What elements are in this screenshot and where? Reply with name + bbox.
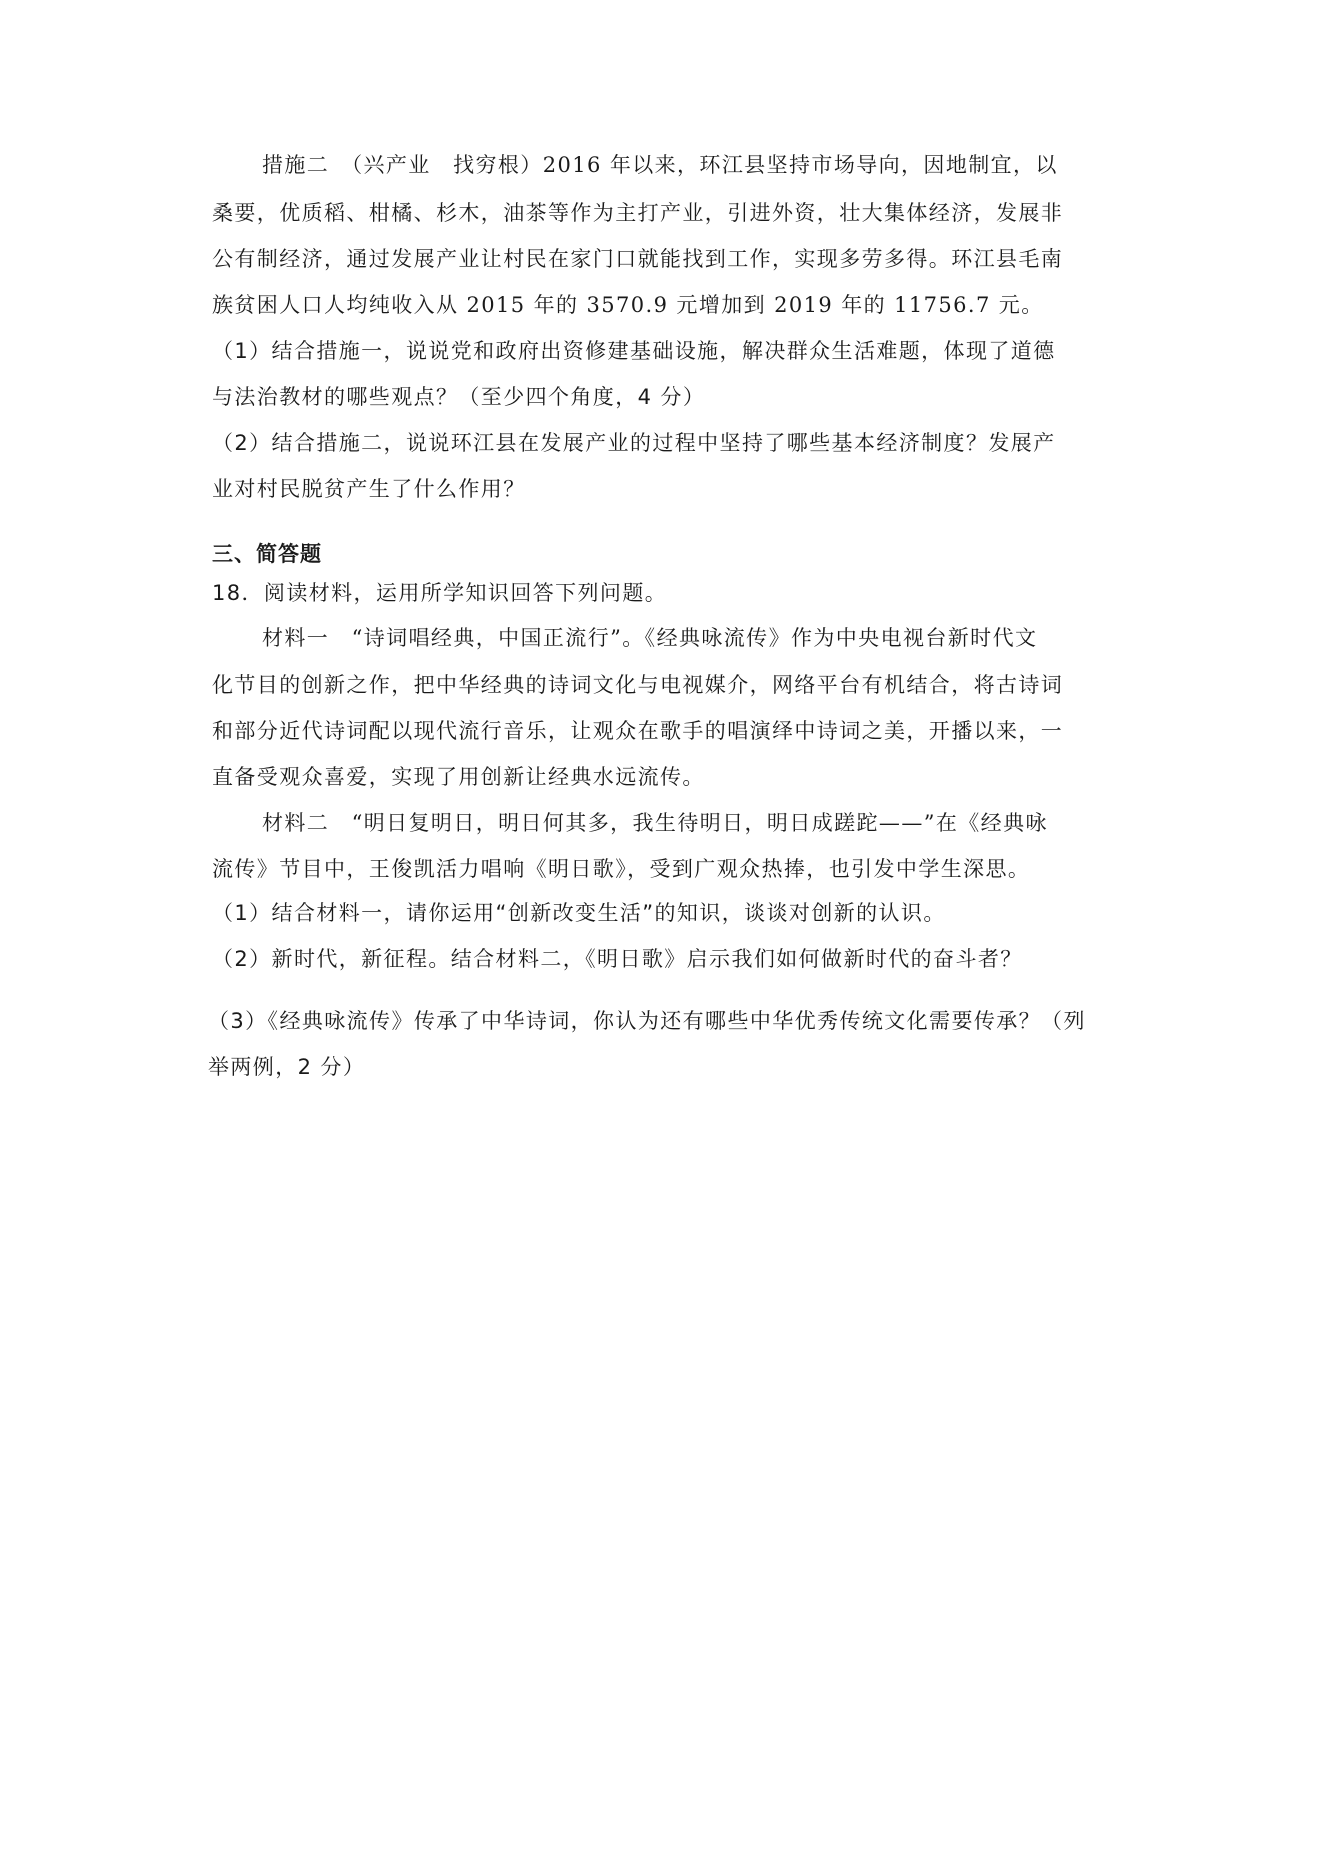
q18-stem: 18．阅读材料，运用所学知识回答下列问题。 <box>212 581 668 605</box>
section-heading: 三、简答题 <box>212 542 322 566</box>
q17-sub1-line-2: 与法治教材的哪些观点？（至少四个角度，4 分） <box>212 385 706 409</box>
measure2-line-3: 公有制经济，通过发展产业让村民在家门口就能找到工作，实现多劳多得。环江县毛南 <box>212 247 1064 271</box>
q18-material1-line-4: 直备受观众喜爱，实现了用创新让经典水远流传。 <box>212 765 705 789</box>
q18-material1-line-3: 和部分近代诗词配以现代流行音乐，让观众在歌手的唱演绎中诗词之美，开播以来，一 <box>212 719 1064 743</box>
q18-sub3-line-2: 举两例，2 分） <box>208 1055 366 1079</box>
measure2-line-4: 族贫困人口人均纯收入从 2015 年的 3570.9 元增加到 2019 年的 11756.7 元。 <box>212 293 1044 317</box>
measure2-line-2: 桑要，优质稻、柑橘、杉木，油茶等作为主打产业，引进外资，壮大集体经济，发展非 <box>212 201 1064 225</box>
q18-material2-line-1: 材料二 “明日复明日，明日何其多，我生待明日，明日成蹉跎——”在《经典咏 <box>262 811 1048 835</box>
q18-sub3-line-1: （3）《经典咏流传》传承了中华诗词，你认为还有哪些中华优秀传统文化需要传承？（列 <box>208 1009 1086 1033</box>
measure2-line-1: 措施二 （兴产业 找穷根）2016 年以来，环江县坚持市场导向，因地制宜，以 <box>262 153 1058 177</box>
q17-sub1-line-1: （1）结合措施一，说说党和政府出资修建基础设施，解决群众生活难题，体现了道德 <box>212 339 1056 363</box>
q17-sub2-line-2: 业对村民脱贫产生了什么作用？ <box>212 477 526 501</box>
q18-sub2: （2）新时代，新征程。结合材料二，《明日歌》启示我们如何做新时代的奋斗者？ <box>212 947 1023 971</box>
q18-material2-line-2: 流传》节目中，王俊凯活力唱响《明日歌》，受到广观众热捧，也引发中学生深思。 <box>212 857 1031 881</box>
q18-material1-line-1: 材料一 “诗词唱经典，中国正流行”。《经典咏流传》作为中央电视台新时代文 <box>262 626 1038 650</box>
q18-material1-line-2: 化节目的创新之作，把中华经典的诗词文化与电视媒介，网络平台有机结合，将古诗词 <box>212 673 1064 697</box>
q17-sub2-line-1: （2）结合措施二，说说环江县在发展产业的过程中坚持了哪些基本经济制度？发展产 <box>212 431 1056 455</box>
q18-sub1: （1）结合材料一，请你运用“创新改变生活”的知识，谈谈对创新的认识。 <box>212 901 946 925</box>
